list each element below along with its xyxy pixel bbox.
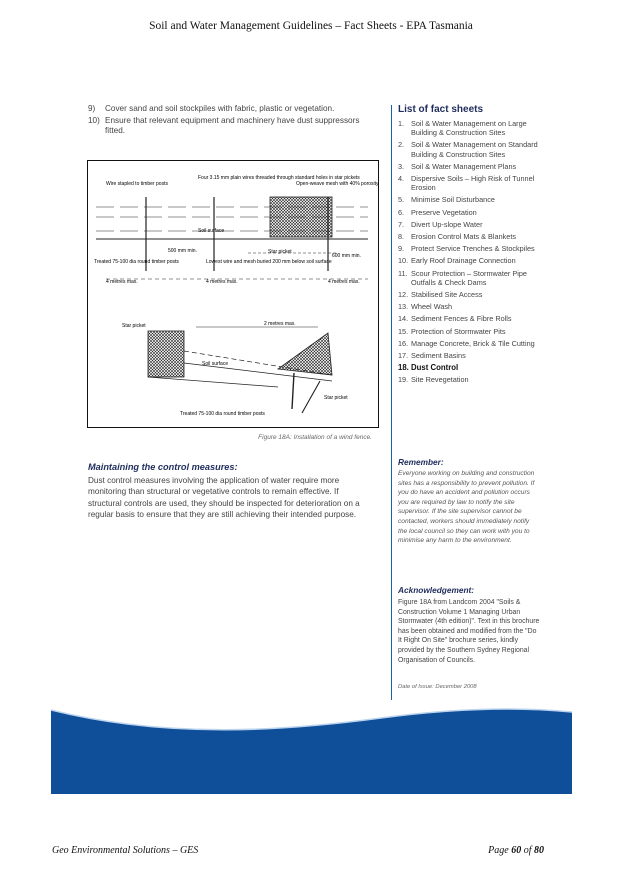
list-item[interactable]: 12. Stabilised Site Access [398, 290, 483, 300]
label-2m-max: 2 metres max. [264, 321, 296, 327]
remember-body: Everyone working on building and construction sites has a responsibility to prevent pollution. If you do have an accident and pollution occurs you are required by law to notify the site supervisor. If the site supervisor cannot be contacted, workers should immediately notify the local council so they can work with you to minimise any harm to the environment. [398, 470, 535, 545]
list-item[interactable]: 14. Sediment Fences & Fibre Rolls [398, 314, 512, 324]
figure-caption: Figure 18A: Installation of a wind fence. [258, 434, 372, 441]
label-star-picket: Star picket [268, 249, 292, 255]
page-number: 60 [511, 845, 522, 856]
wave-banner [51, 700, 572, 794]
step-text: Cover sand and soil stockpiles with fabric, plastic or vegetation. [105, 104, 335, 113]
list-item[interactable]: 8. Erosion Control Mats & Blankets [398, 232, 517, 242]
label-lowest-wire: Lowest wire and mesh buried 200 mm below soil surface [206, 259, 332, 265]
step-text: Ensure that relevant equipment and machinery have dust suppressors fitted. [105, 115, 360, 135]
label-soil-surface-lower: Soil surface [202, 361, 229, 367]
list-item[interactable]: 13. Wheel Wash [398, 302, 453, 312]
list-item[interactable]: 2. Soil & Water Management on Standard Building & Construction Sites [398, 140, 538, 159]
list-item[interactable]: 7. Divert Up-slope Water [398, 219, 483, 229]
label-star-picket-right: Star picket [324, 395, 348, 401]
list-item [88, 104, 370, 115]
issue-date: Date of Issue: December 2008 [398, 684, 477, 690]
label-4m-left: 4 metres max. [106, 279, 138, 285]
label-500mm: 500 mm min. [168, 248, 197, 254]
wind-fence-diagram [88, 161, 378, 427]
label-wire-stapled: Wire stapled to timber posts [106, 181, 168, 187]
list-item[interactable]: 3. Soil & Water Management Plans [398, 161, 517, 171]
list-item[interactable]: 9. Protect Service Trenches & Stockpiles [398, 244, 535, 254]
fact-sheets-title: List of fact sheets [398, 104, 484, 115]
acknowledgement-title: Acknowledgement: [398, 585, 475, 595]
column-divider [391, 105, 392, 700]
fact-sheets-list [398, 119, 540, 388]
list-item[interactable]: 4. Dispersive Soils – High Risk of Tunnel Erosion [398, 174, 535, 193]
list-item[interactable]: 17. Sediment Basins [398, 351, 466, 361]
label-soil-surface: Soil surface [198, 228, 225, 234]
steps-list [88, 104, 370, 138]
maintaining-body: Dust control measures involving the application of water require more monitoring than structural or vegetative controls to remain effective. If structural controls are used, they should be inspected for deterioration on a regular basis to ensure that they are still achieving their intended purpose. [88, 476, 360, 519]
wind-fence-figure [87, 160, 379, 428]
page-total: 80 [534, 845, 544, 856]
list-item[interactable]: 16. Manage Concrete, Brick & Tile Cutting [398, 338, 535, 348]
list-item-current[interactable]: 18. Dust Control [398, 363, 459, 373]
step-number: 10) [88, 115, 100, 125]
list-item[interactable]: 15. Protection of Stormwater Pits [398, 326, 506, 336]
list-item[interactable]: 19. Site Revegetation [398, 375, 469, 385]
list-item[interactable]: 11. Scour Protection – Stormwater Pipe Outfalls & Check Dams [398, 268, 527, 287]
label-four-wires: Four 3.15 mm plain wires threaded through standard holes in star pickets [198, 175, 360, 181]
footer-left: Geo Environmental Solutions – GES [52, 845, 199, 856]
label-treated-posts: Treated 75-100 dia round timber posts [94, 259, 179, 265]
list-item[interactable]: 10. Early Roof Drainage Connection [398, 256, 516, 266]
label-4m-mid: 4 metres max. [206, 279, 238, 285]
page-header: Soil and Water Management Guidelines – Fact Sheets - EPA Tasmania [149, 20, 473, 32]
list-item [88, 116, 370, 137]
maintaining-title: Maintaining the control measures: [88, 462, 238, 472]
footer-page: Page 60 of 80 [488, 845, 544, 856]
remember-title: Remember: [398, 457, 444, 467]
step-number: 9) [88, 104, 96, 113]
label-open-weave: Open-weave mesh with 40% porosity [296, 181, 378, 187]
list-item[interactable]: 1. Soil & Water Management on Large Building & Construction Sites [398, 119, 527, 138]
list-item[interactable]: 6. Preserve Vegetation [398, 207, 477, 217]
label-star-picket-lower: Star picket [122, 323, 146, 329]
label-600mm: 600 mm min. [332, 253, 361, 259]
list-item[interactable]: 5. Minimise Soil Disturbance [398, 195, 495, 205]
acknowledgement-body: Figure 18A from Landcom 2004 "Soils & Construction Volume 1 Managing Urban Stormwater (4th edition)". Text in this brochure has been obtained and modified from the "Do It Right On Site" brochure series, kindly provided by the Southern Sydney Regional Organisation of Councils. [398, 599, 540, 664]
label-4m-right: 4 metres max. [328, 279, 360, 285]
label-treated-posts-lower: Treated 75-100 dia round timber posts [180, 411, 265, 417]
